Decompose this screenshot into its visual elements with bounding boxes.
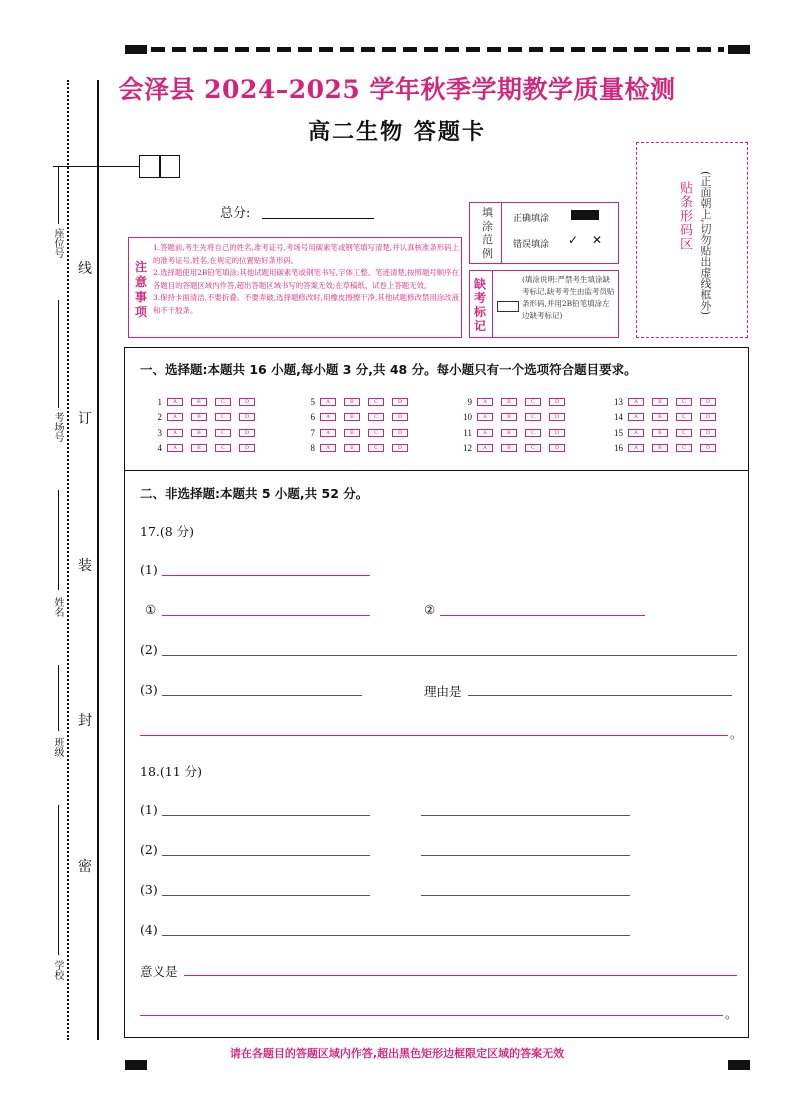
answer-bubble[interactable]: D <box>549 398 565 406</box>
footer-note: 请在各题目的答题区域内作答,超出黑色矩形边框限定区域的答案无效 <box>229 1047 565 1060</box>
question-number: 2 <box>157 411 162 422</box>
answer-bubble[interactable]: D <box>549 429 565 437</box>
top-left-block <box>125 45 147 54</box>
barcode-title: 贴条形码区 <box>677 181 692 251</box>
divider <box>501 203 502 263</box>
answer-bubble[interactable]: B <box>191 429 207 437</box>
name-label: 姓名 <box>52 597 63 617</box>
school-line[interactable] <box>58 805 59 955</box>
barcode-area <box>636 142 748 338</box>
choice-row <box>460 442 573 453</box>
answer-bubble[interactable]: C <box>215 413 231 421</box>
bottom-left-block <box>125 1060 147 1070</box>
choice-row <box>611 396 724 407</box>
q17-circle2: ② <box>424 602 436 617</box>
answer-bubble[interactable]: C <box>676 429 692 437</box>
answer-bubble[interactable]: A <box>628 429 644 437</box>
q17-part1-label: (1) <box>140 562 158 577</box>
q17-reason-label: 理由是 <box>424 684 462 699</box>
answer-bubble[interactable]: A <box>628 444 644 452</box>
bottom-right-block <box>728 1060 750 1070</box>
answer-bubble[interactable]: C <box>368 429 384 437</box>
q18-part4-line[interactable] <box>162 935 630 936</box>
answer-bubble[interactable]: A <box>477 398 493 406</box>
q18-part1-label: (1) <box>140 802 158 817</box>
q17-title: 17.(8 分) <box>140 524 195 539</box>
choice-row <box>460 411 573 422</box>
choice-row <box>460 396 573 407</box>
q18-meaning-line[interactable] <box>184 975 737 976</box>
binding-dotted-line <box>67 80 69 1040</box>
divider <box>492 271 493 337</box>
top-right-block <box>728 45 750 54</box>
choice-row <box>611 427 724 438</box>
notice-heading: 注意事项 <box>135 260 148 319</box>
answer-bubble[interactable]: A <box>477 429 493 437</box>
answer-bubble[interactable]: D <box>392 429 408 437</box>
q17-part1-line[interactable] <box>162 575 370 576</box>
choice-row <box>150 427 263 438</box>
fill-example-label: 填涂范例 <box>482 206 493 260</box>
question-number: 14 <box>614 411 623 422</box>
answer-bubble[interactable]: A <box>320 429 336 437</box>
choice-row <box>611 411 724 422</box>
absent-note: (填涂说明:严禁考生填涂缺考标记,缺考考生由监考员贴条形码,并用2B铅笔填涂左边缺考标记) <box>522 275 615 320</box>
answer-bubble[interactable]: A <box>320 398 336 406</box>
question-number: 3 <box>157 427 162 438</box>
answer-bubble[interactable]: A <box>167 429 183 437</box>
question-number: 15 <box>614 427 623 438</box>
answer-bubble[interactable]: C <box>676 398 692 406</box>
answer-bubble[interactable]: C <box>676 413 692 421</box>
score-label: 总分: <box>220 206 251 221</box>
correct-fill-label: 正确填涂 <box>513 214 550 224</box>
answer-bubble[interactable]: A <box>320 413 336 421</box>
question-number: 16 <box>614 442 623 453</box>
answer-bubble[interactable]: D <box>239 429 255 437</box>
q17-part2-label: (2) <box>140 642 158 657</box>
school-label: 学校 <box>52 960 63 980</box>
class-label: 班级 <box>52 737 63 757</box>
q17-reason-line[interactable] <box>468 695 732 696</box>
answer-bubble[interactable]: C <box>215 429 231 437</box>
binding-solid-line <box>97 80 99 1040</box>
notice-box <box>128 237 462 338</box>
answer-bubble[interactable]: A <box>628 413 644 421</box>
q18-end-mark: 。 <box>725 1006 738 1021</box>
q17-part3-label: (3) <box>140 682 158 697</box>
answer-bubble[interactable]: A <box>628 398 644 406</box>
seat-box <box>139 155 180 178</box>
answer-bubble[interactable]: D <box>239 398 255 406</box>
q18-part3-line-b[interactable] <box>421 895 630 896</box>
answer-bubble[interactable]: C <box>368 413 384 421</box>
answer-bubble[interactable]: D <box>700 398 716 406</box>
answer-bubble[interactable]: B <box>652 413 668 421</box>
answer-bubble[interactable]: D <box>239 444 255 452</box>
binding-char: 装 <box>78 558 92 574</box>
answer-bubble[interactable]: D <box>392 444 408 452</box>
q18-part2-line-b[interactable] <box>421 855 630 856</box>
correct-fill-mark <box>571 210 599 220</box>
answer-bubble[interactable]: B <box>344 413 360 421</box>
answer-bubble[interactable]: B <box>344 429 360 437</box>
choice-row <box>303 427 416 438</box>
exam-room-label: 考场号 <box>52 412 63 442</box>
answer-bubble[interactable]: B <box>191 413 207 421</box>
answer-bubble[interactable]: A <box>477 413 493 421</box>
answer-bubble[interactable]: D <box>700 429 716 437</box>
binding-char: 订 <box>78 411 92 427</box>
q18-part1-line-b[interactable] <box>421 815 630 816</box>
q18-part2-line-a[interactable] <box>162 855 370 856</box>
question-number: 4 <box>157 442 162 453</box>
score-field[interactable] <box>262 218 374 219</box>
answer-bubble[interactable]: B <box>191 444 207 452</box>
answer-bubble[interactable]: A <box>320 444 336 452</box>
seat-number-label: 座位号 <box>52 228 63 258</box>
q17-circle2-line[interactable] <box>440 615 645 616</box>
answer-bubble[interactable]: B <box>652 429 668 437</box>
dashed-line <box>151 47 724 52</box>
answer-bubble[interactable]: C <box>525 444 541 452</box>
q17-part3-line[interactable] <box>162 695 362 696</box>
answer-bubble[interactable]: B <box>501 429 517 437</box>
answer-bubble[interactable]: D <box>239 413 255 421</box>
question-number: 7 <box>310 427 315 438</box>
answer-bubble[interactable]: C <box>368 398 384 406</box>
page-subtitle: 高二生物 答题卡 <box>308 120 486 145</box>
answer-bubble[interactable]: D <box>549 413 565 421</box>
answer-bubble[interactable]: C <box>215 398 231 406</box>
notice-item: 2.选择题使用2B铅笔填涂;其他试题用碳素笔或钢笔书写,字体工整、笔迹清楚,按照题号顺序在各题目的答题区域内作答,超出答题区域书写的答案无效;在草稿纸、试卷上答题无效。 <box>153 268 459 290</box>
q18-title: 18.(11 分) <box>140 764 203 779</box>
answer-bubble[interactable]: D <box>392 398 408 406</box>
choice-row <box>150 396 263 407</box>
q18-part2-label: (2) <box>140 842 158 857</box>
section-divider <box>124 470 749 471</box>
q18-part4-label: (4) <box>140 922 158 937</box>
binding-char: 封 <box>78 713 92 729</box>
answer-bubble[interactable]: B <box>344 398 360 406</box>
answer-bubble[interactable]: D <box>549 444 565 452</box>
answer-bubble[interactable]: B <box>501 413 517 421</box>
cross-icon: ✕ <box>592 233 603 247</box>
answer-bubble[interactable]: D <box>392 413 408 421</box>
section1-heading: 一、选择题:本题共 16 小题,每小题 3 分,共 48 分。每小题只有一个选项符合题目要求。 <box>140 362 637 377</box>
check-icon: ✓ <box>568 233 579 247</box>
choice-row <box>611 442 724 453</box>
q17-end-mark: 。 <box>730 726 743 741</box>
choice-row <box>460 427 573 438</box>
q17-reason-line2[interactable] <box>140 735 728 736</box>
answer-bubble[interactable]: C <box>525 413 541 421</box>
question-number: 1 <box>157 396 162 407</box>
notice-item: 3.保持卡面清洁,不要折叠、不要弄破,选择题修改时,用橡皮擦擦干净,其他试题修改禁用涂改液和不干胶条。 <box>153 293 459 315</box>
answer-bubble[interactable]: D <box>700 444 716 452</box>
top-dashed-bar <box>125 45 750 54</box>
name-line[interactable] <box>58 490 59 590</box>
section2-heading: 二、非选择题:本题共 5 小题,共 52 分。 <box>140 486 369 501</box>
class-line[interactable] <box>58 665 59 731</box>
answer-bubble[interactable]: B <box>652 398 668 406</box>
answer-bubble[interactable]: A <box>167 444 183 452</box>
answer-bubble[interactable]: B <box>501 444 517 452</box>
question-number: 11 <box>463 427 472 438</box>
answer-bubble[interactable]: C <box>525 429 541 437</box>
q18-part1-line-a[interactable] <box>162 815 370 816</box>
exam-room-line[interactable] <box>58 300 59 408</box>
q18-part3-line-a[interactable] <box>162 895 370 896</box>
question-number: 9 <box>467 396 472 407</box>
answer-bubble[interactable]: C <box>215 444 231 452</box>
absent-checkbox[interactable] <box>497 301 519 312</box>
question-number: 5 <box>310 396 315 407</box>
answer-bubble[interactable]: B <box>652 444 668 452</box>
seat-number-line <box>58 166 59 224</box>
absent-box <box>469 270 619 338</box>
answer-bubble[interactable]: D <box>700 413 716 421</box>
q17-part2-line[interactable] <box>162 655 737 656</box>
question-number: 13 <box>614 396 623 407</box>
answer-bubble[interactable]: C <box>525 398 541 406</box>
answer-bubble[interactable]: C <box>368 444 384 452</box>
answer-bubble[interactable]: B <box>501 398 517 406</box>
choice-row <box>150 442 263 453</box>
q18-meaning-label: 意义是 <box>140 964 178 979</box>
binding-char: 线 <box>78 261 92 277</box>
q17-circle1: ① <box>145 602 157 617</box>
choice-row <box>303 442 416 453</box>
choice-row <box>150 411 263 422</box>
question-number: 12 <box>463 442 472 453</box>
q18-meaning-line2[interactable] <box>140 1015 723 1016</box>
fill-example-box <box>469 202 619 264</box>
notice-body <box>153 242 459 317</box>
answer-bubble[interactable]: B <box>191 398 207 406</box>
answer-bubble[interactable]: B <box>344 444 360 452</box>
notice-item: 1.答题前,考生先将自己的姓名,准考证号,考场号用碳素笔或钢笔填写清楚,并认真核准条形码上的准考证号,姓名,在规定的位置贴好条形码。 <box>153 243 459 265</box>
barcode-note: (正面朝上,切勿贴出虚线框外) <box>699 171 712 316</box>
q18-part3-label: (3) <box>140 882 158 897</box>
choice-row <box>303 411 416 422</box>
answer-bubble[interactable]: A <box>477 444 493 452</box>
wrong-fill-label: 错误填涂 <box>513 240 550 250</box>
q17-circle1-line[interactable] <box>162 615 370 616</box>
question-number: 8 <box>310 442 315 453</box>
absent-label: 缺考标记 <box>474 277 487 333</box>
page-title: 会泽县 2024–2025 学年秋季学期教学质量检测 <box>118 75 676 104</box>
answer-bubble[interactable]: A <box>167 398 183 406</box>
choice-row <box>303 396 416 407</box>
answer-bubble[interactable]: C <box>676 444 692 452</box>
question-number: 6 <box>310 411 315 422</box>
binding-char: 密 <box>78 859 92 875</box>
question-number: 10 <box>463 411 472 422</box>
answer-bubble[interactable]: A <box>167 413 183 421</box>
